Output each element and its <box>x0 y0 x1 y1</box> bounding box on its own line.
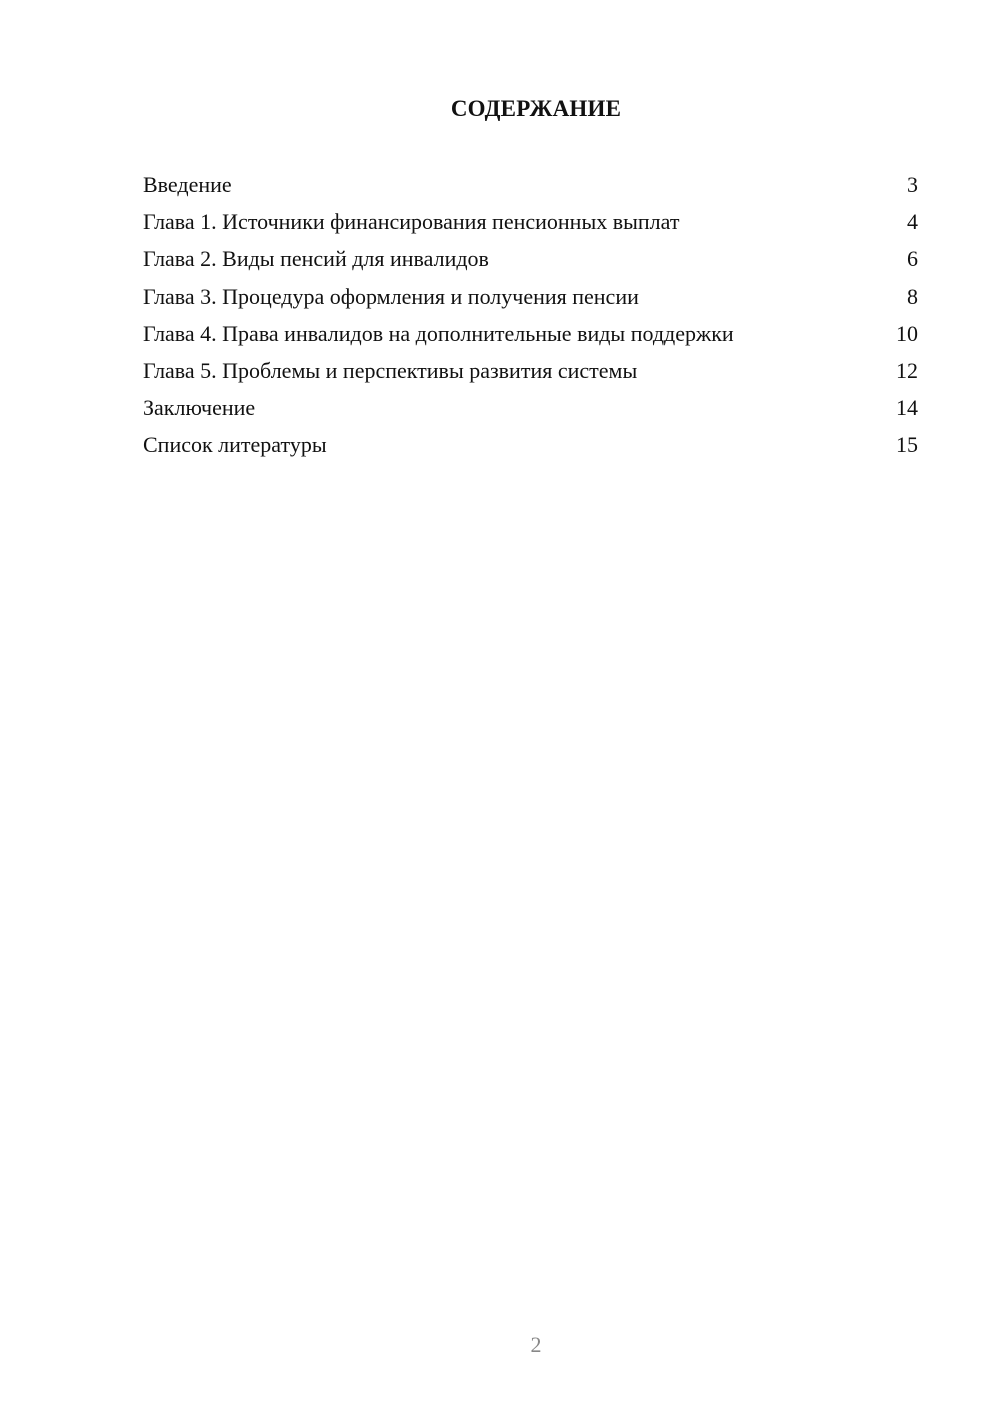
toc-entry-page: 10 <box>896 320 918 346</box>
toc-list <box>143 170 918 468</box>
toc-entry <box>143 282 918 319</box>
toc-entry-page: 8 <box>907 283 918 309</box>
toc-entry-page: 6 <box>907 246 918 272</box>
toc-entry-label: Глава 3. Процедура оформления и получения пенсии <box>143 283 639 309</box>
toc-entry <box>143 356 918 393</box>
toc-entry <box>143 319 918 356</box>
toc-entry-label: Заключение <box>143 395 256 421</box>
toc-entry <box>143 430 918 467</box>
toc-entry <box>143 393 918 430</box>
toc-entry-page: 3 <box>907 172 918 197</box>
toc-entry-page: 15 <box>896 432 918 458</box>
toc-entry-label: Глава 5. Проблемы и перспективы развития системы <box>143 357 638 383</box>
toc-entry-label: Введение <box>143 172 232 197</box>
toc-entry <box>143 170 918 207</box>
toc-entry <box>143 244 918 281</box>
toc-entry <box>143 207 918 244</box>
toc-entry-page: 4 <box>907 209 918 235</box>
toc-title: СОДЕРЖАНИЕ <box>450 96 622 121</box>
toc-entry-label: Глава 2. Виды пенсий для инвалидов <box>143 246 489 272</box>
toc-entry-page: 12 <box>896 357 918 383</box>
toc-entry-label: Глава 1. Источники финансирования пенсионных выплат <box>143 209 680 235</box>
toc-entry-page: 14 <box>896 395 918 421</box>
toc-entry-label: Глава 4. Права инвалидов на дополнительные виды поддержки <box>143 320 734 346</box>
toc-entry-label: Список литературы <box>143 432 327 458</box>
page-number: 2 <box>530 1332 542 1357</box>
